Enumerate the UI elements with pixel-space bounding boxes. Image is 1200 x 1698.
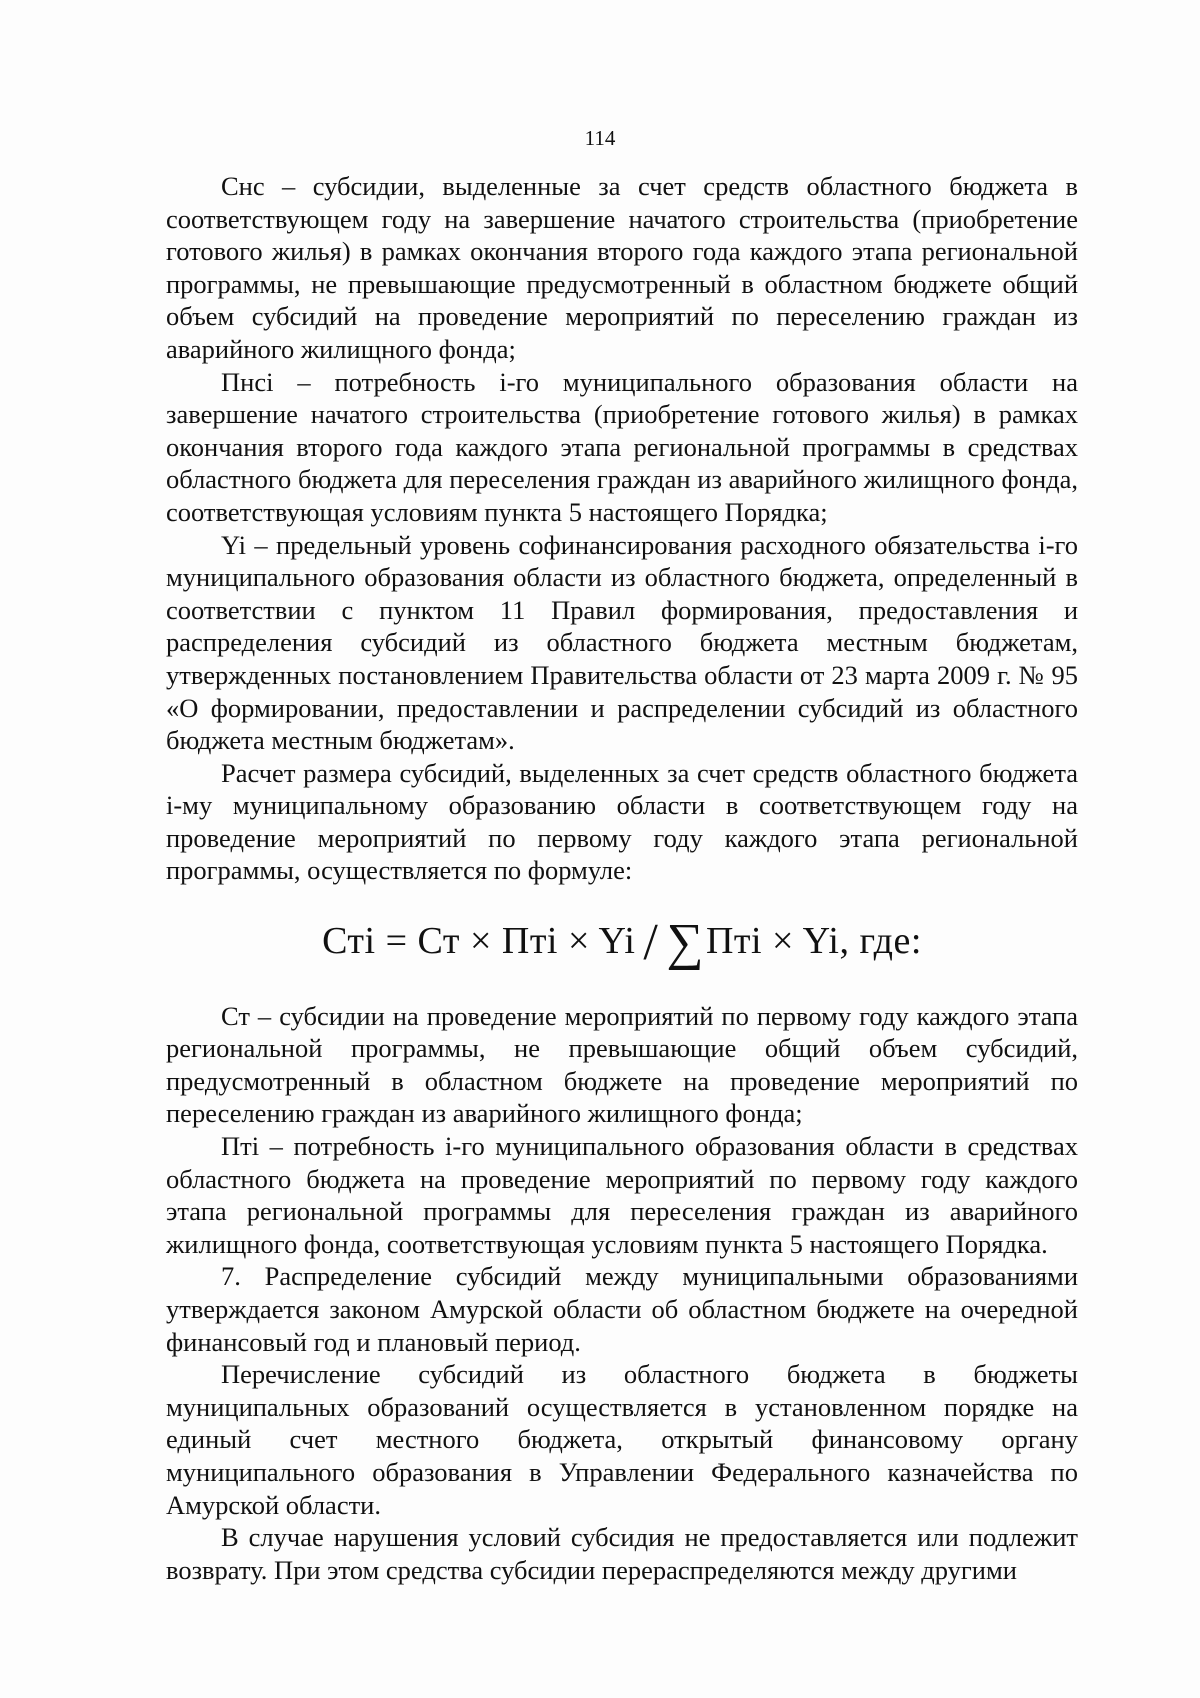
formula-left: Стi = Ст × Птi × Yi: [322, 920, 636, 963]
paragraph-calculation-intro: Расчет размера субсидий, выделенных за счет средств областного бюджета i-му муниципальному образованию области в соответствующем году на проведение мероприятий по первому году каждого этапа региональной программы, осуществляется по формуле:: [166, 757, 1078, 886]
paragraph-item-7: 7. Распределение субсидий между муниципальными образованиями утверждается законом Амурской области об областном бюджете на очередной финансовый год и плановый период.: [166, 1261, 1078, 1357]
paragraph-st-definition: Ст – субсидии на проведение мероприятий по первому году каждого этапа региональной программы, не превышающие общий объем субсидий, предусмотренный в областном бюджете на проведение мероприятий по переселению граждан из аварийного жилищного фонда;: [166, 1000, 1078, 1129]
formula-sum-symbol: ∑: [666, 914, 704, 972]
page-number: 114: [584, 126, 616, 150]
paragraph-transfer: Перечисление субсидий из областного бюджета в бюджеты муниципальных образований осуществляется в установленном порядке на единый счет местного бюджета, открытый финансовому органу муниципального образования в Управлении Федерального казначейства по Амурской области.: [166, 1359, 1078, 1520]
paragraph-pti-definition: Птi – потребность i-го муниципального образования области в средствах областного бюджета на проведение мероприятий по первому году каждого этапа региональной программы для переселения граждан из аварийного жилищного фонда, соответствующая условиям пункта 5 настоящего Порядка.: [166, 1131, 1078, 1259]
formula-division-slash: /: [643, 914, 659, 972]
document-body: [166, 170, 1078, 1586]
paragraph-yi-definition: Yi – предельный уровень софинансирования расходного обязательства i-го муниципального образования области из областного бюджета, определенный в соответствии с пунктом 11 Правил формирования, предоставления и распределения субсидий из областного бюджета местным бюджетам, утвержденных постановлением Правительства области от 23 марта 2009 г. № 95 «О формировании, предоставлении и распределении субсидий из областного бюджета местным бюджетам».: [166, 529, 1078, 756]
paragraph-pnsi-definition: Пнсi – потребность i-го муниципального образования области на завершение начатого строительства (приобретение готового жилья) в рамках окончания второго года каждого этапа региональной программы в средствах областного бюджета для переселения граждан из аварийного жилищного фонда, соответствующая условиям пункта 5 настоящего Порядка;: [166, 366, 1078, 527]
formula-right: Птi × Yi, где:: [705, 920, 922, 963]
paragraph-snc-definition: Снс – субсидии, выделенные за счет средств областного бюджета в соответствующем году на завершение начатого строительства (приобретение готового жилья) в рамках окончания второго года каждого этапа региональной программы, не превышающие предусмотренный в областном бюджете общий объем субсидий на проведение мероприятий по переселению граждан из аварийного жилищного фонда;: [166, 171, 1078, 364]
subsidy-formula: [166, 914, 1078, 972]
paragraph-violation: В случае нарушения условий субсидия не предоставляется или подлежит возврату. При этом средства субсидии перераспределяются между другими: [166, 1522, 1078, 1585]
